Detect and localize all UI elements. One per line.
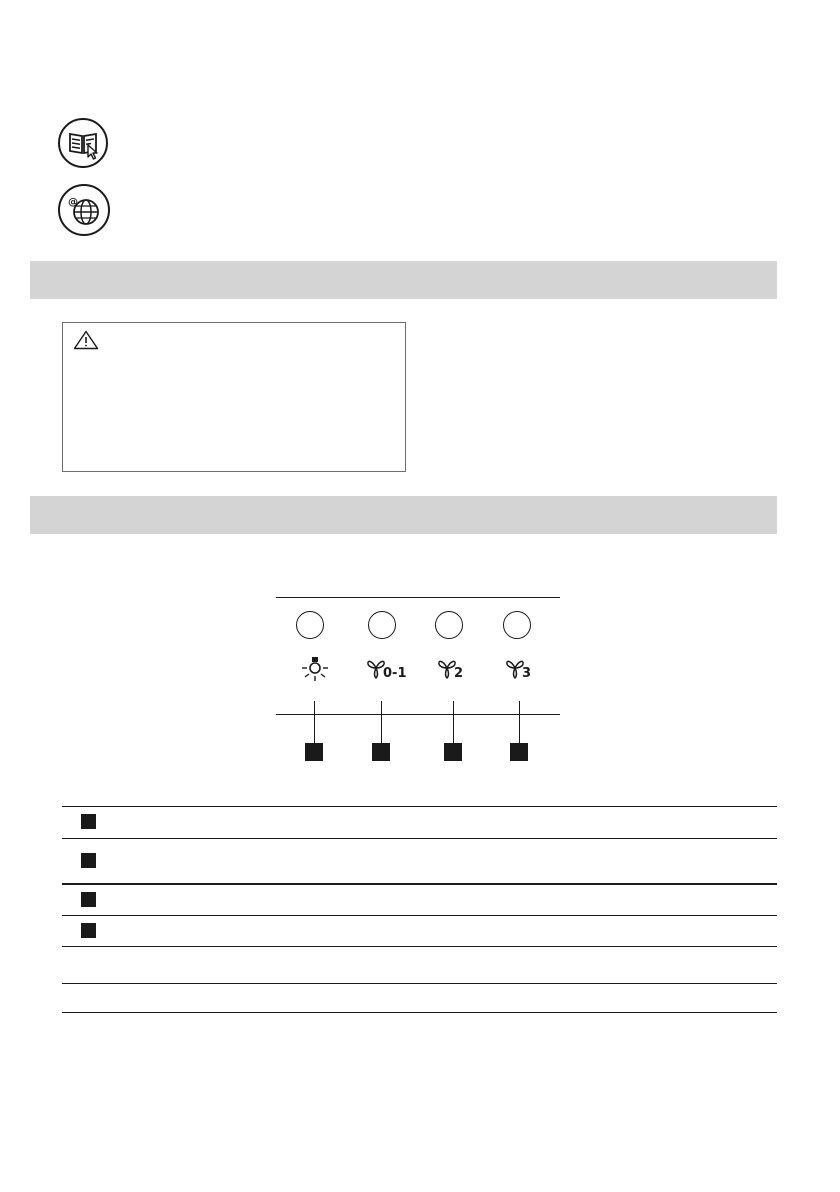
warning-triangle-icon — [73, 330, 99, 355]
web-globe-icon — [57, 183, 111, 237]
svg-text:@: @ — [68, 197, 78, 208]
table-rule — [62, 915, 777, 916]
fan-speed-label: 2 — [454, 666, 464, 681]
panel-top-edge — [276, 597, 560, 598]
leader-line-2 — [381, 701, 382, 743]
row-marker-3 — [81, 892, 96, 907]
fan-speed-label: 3 — [522, 666, 532, 681]
table-rule — [62, 806, 777, 807]
panel-bottom-edge — [276, 714, 560, 715]
fan-speed-label: 0-1 — [383, 666, 407, 681]
fan-speed-3-button[interactable] — [503, 611, 531, 639]
callout-marker-1 — [305, 743, 323, 761]
table-rule — [62, 838, 777, 839]
fan-speed-2-button[interactable] — [435, 611, 463, 639]
fan-symbol-3 — [505, 656, 545, 686]
warning-box — [62, 322, 406, 472]
leader-line-3 — [453, 701, 454, 743]
callout-marker-2 — [372, 743, 390, 761]
section-header-band-1 — [30, 261, 777, 299]
table-rule — [62, 946, 777, 947]
table-rule — [62, 983, 777, 984]
leader-line-1 — [314, 701, 315, 743]
table-rule — [62, 883, 777, 885]
leader-line-4 — [519, 701, 520, 743]
light-icon — [300, 655, 330, 690]
fan-symbol-2 — [437, 656, 477, 686]
row-marker-2 — [81, 853, 96, 868]
table-rule — [62, 1012, 777, 1013]
fan-speed-0-1-button[interactable] — [368, 611, 396, 639]
manual-book-icon — [57, 117, 109, 169]
row-marker-4 — [81, 923, 96, 938]
light-button[interactable] — [296, 611, 324, 639]
section-header-band-2 — [30, 496, 777, 534]
callout-marker-3 — [444, 743, 462, 761]
fan-symbol-0-1 — [366, 656, 416, 686]
callout-marker-4 — [510, 743, 528, 761]
row-marker-1 — [81, 814, 96, 829]
